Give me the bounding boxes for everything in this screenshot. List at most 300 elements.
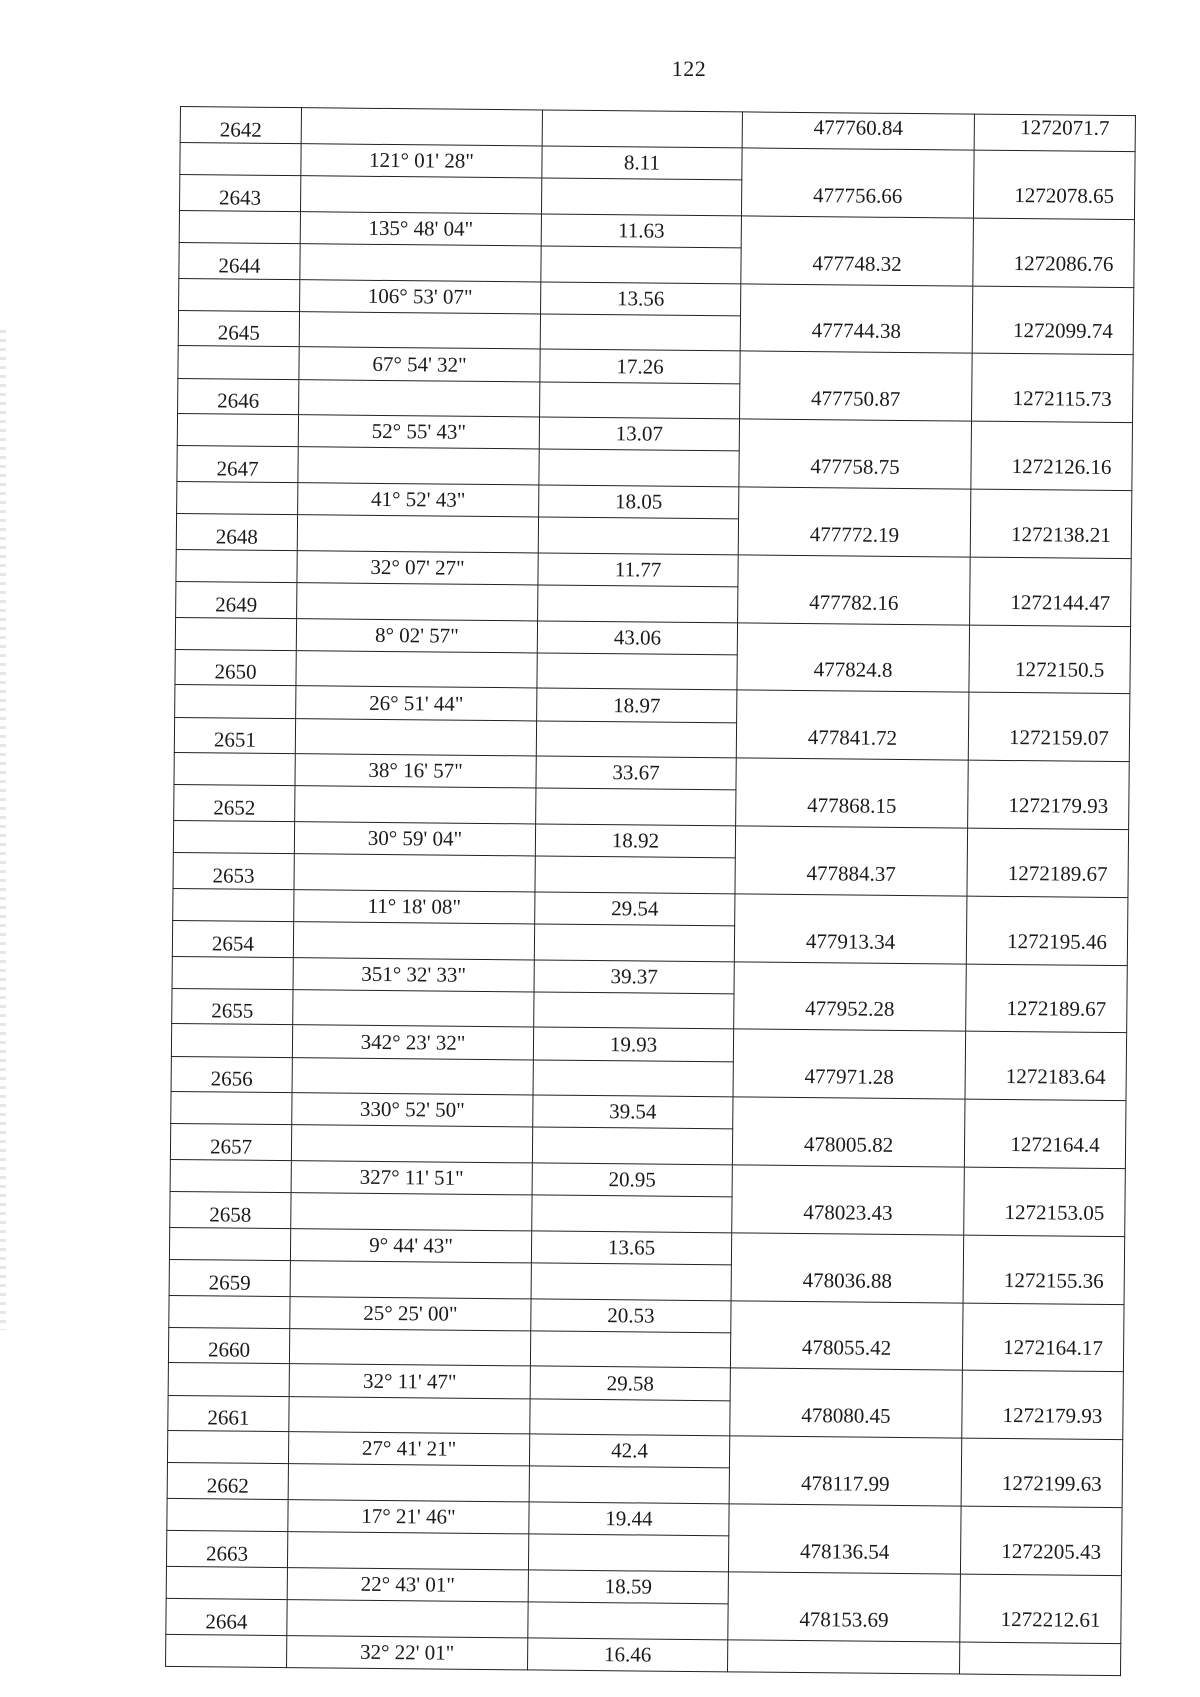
empty-cell [179, 210, 300, 243]
point-id: 2647 [216, 456, 259, 481]
distance: 33.67 [612, 760, 660, 786]
x-coordinate-cell [735, 858, 967, 896]
distance: 19.93 [609, 1031, 658, 1057]
point-id-cell [178, 378, 299, 415]
empty-cell [528, 1602, 728, 1639]
bearing-cell [292, 1093, 533, 1128]
empty-cell [739, 419, 971, 454]
point-id-cell [180, 107, 301, 144]
empty-cell [530, 1331, 730, 1368]
point-id: 2643 [219, 185, 262, 210]
point-id: 2656 [210, 1066, 253, 1091]
x-coordinate-cell [737, 655, 969, 693]
empty-cell [728, 1572, 960, 1607]
x-coordinate: 478153.69 [799, 1606, 889, 1632]
empty-cell [295, 786, 536, 824]
x-coordinate: 478005.82 [803, 1131, 894, 1157]
y-coordinate-cell [969, 657, 1130, 694]
distance: 18.59 [604, 1574, 653, 1599]
bearing: 351° 32' 33" [361, 961, 467, 987]
distance-cell [536, 756, 736, 790]
bearing-cell [292, 1025, 533, 1060]
point-id: 2646 [217, 388, 260, 413]
empty-cell [296, 651, 537, 689]
empty-cell [300, 244, 541, 282]
point-id-cell [172, 988, 293, 1025]
x-coordinate: 478117.99 [800, 1470, 890, 1496]
empty-cell [173, 888, 294, 921]
empty-cell [729, 1504, 961, 1539]
point-id: 2654 [211, 930, 255, 956]
bearing-cell [298, 415, 539, 450]
bearing: 11° 18' 08" [367, 893, 462, 919]
empty-cell [969, 692, 1130, 726]
distance: 18.92 [611, 828, 660, 853]
scan-edge-artifact [0, 330, 6, 1330]
x-coordinate-cell [736, 723, 968, 761]
empty-cell [539, 449, 739, 486]
empty-cell [172, 956, 293, 989]
empty-cell [741, 216, 973, 251]
bearing: 17° 21' 46" [361, 1504, 456, 1529]
empty-cell [289, 1396, 530, 1434]
x-coordinate-cell [739, 451, 971, 489]
x-coordinate: 478036.88 [802, 1267, 892, 1293]
y-coordinate: 1272099.74 [1012, 318, 1113, 344]
y-coordinate-cell [960, 1606, 1121, 1643]
empty-cell [175, 617, 296, 650]
empty-cell [538, 585, 738, 622]
empty-cell [738, 555, 970, 590]
distance-cell [541, 214, 741, 248]
y-coordinate: 1272153.05 [1004, 1199, 1105, 1225]
bearing-cell [289, 1364, 530, 1399]
empty-cell [740, 351, 972, 386]
distance: 19.44 [605, 1506, 653, 1531]
point-id: 2658 [209, 1202, 252, 1227]
table-body [166, 107, 1136, 1676]
empty-cell [179, 278, 300, 311]
point-id-cell [170, 1124, 291, 1161]
empty-cell [169, 1227, 290, 1260]
empty-cell [166, 1566, 287, 1599]
y-coordinate-cell [965, 1064, 1126, 1101]
point-id-cell [168, 1395, 289, 1432]
empty-cell [967, 896, 1128, 930]
empty-cell [741, 283, 973, 318]
empty-cell [731, 1300, 963, 1335]
empty-cell [736, 758, 968, 793]
bearing-cell [294, 889, 535, 924]
bearing-cell [288, 1500, 529, 1535]
bearing: 22° 43' 01" [360, 1571, 456, 1597]
x-coordinate-cell [734, 994, 966, 1032]
bearing: 30° 59' 04" [367, 826, 463, 852]
empty-cell [541, 246, 741, 283]
bearing: 9° 44' 43" [369, 1232, 454, 1258]
bearing: 25° 25' 00" [363, 1300, 458, 1326]
empty-cell [967, 828, 1128, 862]
empty-cell [969, 625, 1130, 659]
point-id-cell [174, 785, 295, 822]
y-coordinate-cell [970, 521, 1131, 558]
distance-cell [539, 417, 739, 451]
empty-cell [299, 312, 540, 350]
empty-cell [732, 1165, 964, 1200]
empty-cell [972, 354, 1133, 388]
distance-cell [541, 282, 741, 316]
y-coordinate: 1272150.5 [1014, 657, 1105, 683]
empty-cell [536, 721, 736, 758]
y-coordinate-cell [963, 1267, 1124, 1304]
empty-cell [171, 1092, 292, 1125]
bearing-cell [299, 347, 540, 382]
x-coordinate-cell [732, 1129, 964, 1167]
y-coordinate: 1272183.64 [1005, 1064, 1106, 1090]
point-id-cell [168, 1327, 289, 1364]
empty-cell [727, 1639, 959, 1674]
y-coordinate: 1272126.16 [1011, 453, 1112, 479]
empty-cell [297, 583, 538, 621]
x-coordinate-cell [742, 112, 974, 150]
x-coordinate: 477772.19 [809, 521, 900, 547]
empty-cell [961, 1506, 1122, 1540]
y-coordinate: 1272199.63 [1001, 1470, 1102, 1496]
bearing-cell [288, 1432, 529, 1467]
bearing: 135° 48' 04" [368, 215, 474, 241]
empty-cell [180, 143, 301, 176]
y-coordinate-cell [970, 589, 1131, 626]
empty-cell [289, 1328, 530, 1366]
empty-cell [973, 218, 1134, 252]
distance-cell [535, 892, 735, 926]
x-coordinate-cell [741, 180, 973, 218]
point-id-cell [175, 649, 296, 686]
empty-cell [541, 178, 741, 215]
point-id-cell [176, 514, 297, 551]
distance: 18.05 [614, 489, 663, 514]
bearing-cell [300, 279, 541, 314]
x-coordinate-cell [732, 1197, 964, 1235]
empty-cell [971, 489, 1132, 523]
bearing-cell [296, 686, 537, 721]
empty-cell [178, 346, 299, 379]
y-coordinate-cell [968, 725, 1129, 762]
empty-cell [166, 1634, 287, 1667]
y-coordinate: 1272071.7 [1020, 115, 1110, 140]
distance-cell [537, 688, 737, 722]
point-id: 2660 [207, 1337, 251, 1363]
x-coordinate-cell [730, 1333, 962, 1371]
empty-cell [960, 1574, 1121, 1608]
empty-cell [540, 382, 740, 419]
point-id-cell [172, 921, 293, 958]
empty-cell [175, 685, 296, 718]
empty-cell [534, 992, 734, 1029]
distance-cell [540, 349, 740, 383]
empty-cell [300, 176, 541, 214]
distance: 13.56 [616, 286, 665, 311]
empty-cell [299, 379, 540, 417]
point-id: 2655 [211, 998, 254, 1024]
x-coordinate-cell [733, 1062, 965, 1100]
bearing-cell [301, 144, 542, 179]
y-coordinate-cell [973, 250, 1134, 287]
distance-cell [542, 146, 742, 180]
bearing: 41° 52' 43" [370, 487, 466, 513]
bearing-cell [294, 822, 535, 857]
y-coordinate: 1272164.4 [1010, 1131, 1100, 1157]
empty-cell [177, 414, 298, 447]
distance-cell [534, 960, 734, 994]
x-coordinate: 477758.75 [810, 454, 900, 479]
point-id: 2659 [208, 1269, 251, 1295]
bearing: 121° 01' 28" [368, 148, 474, 174]
empty-cell [538, 517, 738, 554]
x-coordinate: 477868.15 [807, 793, 897, 818]
y-coordinate-cell [968, 793, 1129, 830]
point-id-cell [169, 1259, 290, 1296]
empty-cell [293, 989, 534, 1027]
x-coordinate: 477756.66 [812, 182, 903, 208]
distance: 29.54 [611, 896, 659, 921]
x-coordinate: 477750.87 [810, 386, 901, 412]
x-coordinate: 477952.28 [805, 996, 895, 1022]
empty-cell [528, 1534, 728, 1571]
bearing: 27° 41' 21" [361, 1436, 457, 1462]
empty-cell [292, 1057, 533, 1095]
bearing: 26° 51' 44" [369, 690, 464, 716]
distance: 13.07 [615, 421, 664, 447]
x-coordinate: 477971.28 [804, 1064, 894, 1090]
y-coordinate-cell [967, 860, 1128, 897]
point-id: 2649 [215, 591, 258, 617]
distance: 42.4 [611, 1438, 649, 1463]
bearing: 32° 22' 01" [359, 1639, 455, 1665]
empty-cell [174, 753, 295, 786]
y-coordinate-cell [972, 318, 1133, 355]
y-coordinate-cell [973, 182, 1134, 219]
empty-cell [293, 922, 534, 960]
empty-cell [974, 150, 1135, 184]
empty-cell [170, 1159, 291, 1192]
empty-cell [739, 487, 971, 522]
survey-coordinates-table [165, 106, 1136, 1676]
point-id: 2648 [215, 524, 258, 549]
y-coordinate-cell [960, 1538, 1121, 1575]
point-id-cell [170, 1192, 291, 1229]
point-id: 2657 [209, 1134, 253, 1159]
empty-cell [730, 1368, 962, 1403]
point-id: 2664 [205, 1608, 248, 1634]
point-id-cell [171, 1056, 292, 1093]
empty-cell [536, 788, 736, 825]
y-coordinate: 1272189.67 [1006, 996, 1107, 1022]
point-id: 2642 [219, 117, 262, 142]
distance: 20.53 [607, 1303, 655, 1328]
distance-cell [529, 1502, 729, 1536]
point-id: 2652 [213, 795, 256, 820]
x-coordinate: 477913.34 [805, 928, 896, 954]
bearing-cell [300, 211, 541, 246]
empty-cell [171, 1024, 292, 1057]
bearing: 327° 11' 51" [359, 1165, 464, 1191]
empty-cell [965, 1099, 1126, 1133]
empty-cell [301, 108, 542, 146]
bearing: 8° 02' 57" [374, 622, 459, 648]
bearing: 32° 11' 47" [362, 1368, 457, 1394]
empty-cell [167, 1498, 288, 1531]
point-id: 2663 [205, 1541, 249, 1566]
empty-cell [531, 1263, 731, 1300]
x-coordinate-cell [736, 790, 968, 828]
y-coordinate: 1272115.73 [1012, 386, 1112, 412]
y-coordinate: 1272179.93 [1002, 1403, 1103, 1429]
distance-cell [530, 1366, 730, 1400]
empty-cell [529, 1466, 729, 1503]
point-id-cell [179, 175, 300, 212]
point-id-cell [173, 853, 294, 890]
bearing-cell [287, 1567, 528, 1602]
distance-cell [529, 1434, 729, 1468]
page-number: 122 [671, 56, 707, 81]
empty-cell [173, 820, 294, 853]
y-coordinate-cell [964, 1132, 1125, 1169]
y-coordinate-cell [962, 1403, 1123, 1440]
bearing-cell [293, 957, 534, 992]
empty-cell [290, 1261, 531, 1299]
y-coordinate: 1272159.07 [1008, 725, 1109, 751]
distance: 8.11 [623, 150, 661, 175]
empty-cell [535, 856, 735, 893]
x-coordinate: 478023.43 [803, 1199, 893, 1225]
distance-cell [535, 824, 735, 858]
bearing: 330° 52' 50" [359, 1097, 465, 1123]
distance: 18.97 [613, 692, 661, 718]
empty-cell [540, 314, 740, 351]
x-coordinate: 477782.16 [809, 589, 899, 615]
empty-cell [532, 1127, 732, 1164]
distance: 39.54 [609, 1099, 657, 1125]
distance: 39.37 [610, 964, 658, 989]
x-coordinate-cell [738, 587, 970, 625]
survey-table-container [165, 106, 1136, 1676]
empty-cell [959, 1642, 1120, 1676]
empty-cell [731, 1233, 963, 1268]
x-coordinate-cell [738, 519, 970, 557]
distance: 16.46 [603, 1641, 652, 1667]
x-coordinate-cell [741, 248, 973, 286]
empty-cell [961, 1438, 1122, 1472]
distance: 20.95 [608, 1167, 656, 1192]
x-coordinate: 477824.8 [813, 657, 893, 683]
empty-cell [729, 1436, 961, 1471]
empty-cell [532, 1195, 732, 1232]
empty-cell [733, 1097, 965, 1132]
point-id-cell [177, 446, 298, 483]
distance-cell [533, 1095, 733, 1129]
empty-cell [737, 622, 969, 657]
empty-cell [291, 1125, 532, 1163]
y-coordinate: 1272144.47 [1010, 589, 1111, 615]
point-id: 2651 [213, 727, 257, 752]
bearing-cell [295, 754, 536, 789]
y-coordinate: 1272138.21 [1010, 521, 1111, 547]
empty-cell [971, 421, 1132, 455]
empty-cell [291, 1193, 532, 1231]
x-coordinate: 478055.42 [801, 1335, 892, 1361]
point-id: 2661 [207, 1405, 250, 1430]
y-coordinate: 1272212.61 [1000, 1606, 1101, 1632]
point-id: 2644 [218, 252, 261, 278]
x-coordinate-cell [728, 1536, 960, 1574]
empty-cell [169, 1295, 290, 1328]
empty-cell [287, 1532, 528, 1570]
bearing: 38° 16' 57" [368, 758, 463, 784]
y-coordinate: 1272164.17 [1003, 1335, 1104, 1361]
y-coordinate-cell [961, 1471, 1122, 1508]
empty-cell [534, 924, 734, 961]
point-id-cell [167, 1463, 288, 1500]
x-coordinate: 477884.37 [806, 860, 896, 886]
empty-cell [973, 286, 1134, 320]
x-coordinate-cell [740, 384, 972, 422]
distance-cell [533, 1027, 733, 1061]
x-coordinate: 477841.72 [807, 725, 898, 751]
empty-cell [297, 515, 538, 553]
point-id-cell [179, 243, 300, 280]
bearing-cell [298, 483, 539, 518]
empty-cell [295, 718, 536, 756]
empty-cell [537, 653, 737, 690]
x-coordinate-cell [731, 1265, 963, 1303]
x-coordinate-cell [740, 316, 972, 354]
distance-cell [539, 485, 739, 519]
bearing-cell [290, 1228, 531, 1263]
x-coordinate: 478136.54 [799, 1538, 890, 1564]
distance: 13.65 [607, 1235, 656, 1260]
empty-cell [963, 1303, 1124, 1337]
empty-cell [167, 1431, 288, 1464]
distance-cell [538, 553, 738, 587]
bearing-cell [290, 1296, 531, 1331]
empty-cell [533, 1060, 733, 1097]
empty-cell [966, 964, 1127, 998]
point-id: 2645 [217, 320, 260, 346]
x-coordinate: 477760.84 [813, 115, 904, 140]
empty-cell [298, 447, 539, 485]
x-coordinate-cell [728, 1604, 960, 1642]
y-coordinate: 1272155.36 [1003, 1267, 1104, 1293]
distance-cell [531, 1298, 731, 1332]
empty-cell [288, 1464, 529, 1502]
distance-cell [537, 621, 737, 655]
distance-cell [532, 1163, 732, 1197]
bearing-cell [297, 550, 538, 585]
y-coordinate: 1272078.65 [1014, 182, 1115, 208]
bearing: 67° 54' 32" [372, 351, 467, 377]
y-coordinate-cell [971, 454, 1132, 491]
empty-cell [287, 1600, 528, 1638]
y-coordinate-cell [974, 114, 1135, 152]
y-coordinate: 1272086.76 [1013, 250, 1114, 276]
y-coordinate-cell [972, 386, 1133, 423]
y-coordinate-cell [966, 996, 1127, 1033]
point-id-cell [166, 1531, 287, 1568]
empty-cell [962, 1370, 1123, 1404]
x-coordinate: 478080.45 [801, 1403, 891, 1429]
empty-cell [963, 1235, 1124, 1269]
